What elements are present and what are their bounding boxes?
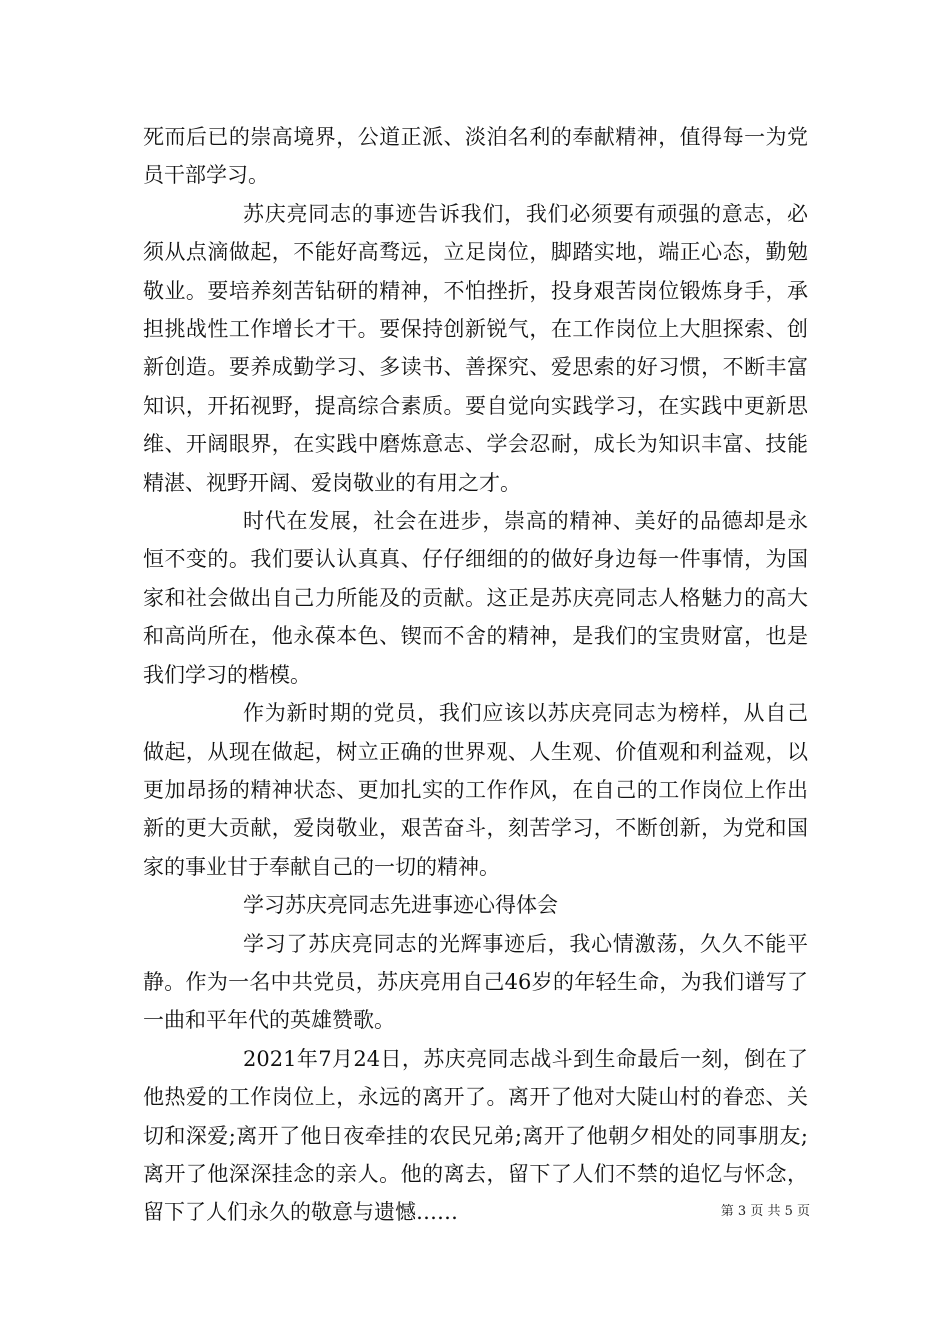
- paragraph-party-member: 作为新时期的党员，我们应该以苏庆亮同志为榜样，从自己做起，从现在做起，树立正确的世界观、人生观、价值观和利益观，以更加昂扬的精神状态、更加扎实的工作作风，在自己的工作岗位上作出新的更大贡献，爱岗敬业，艰苦奋斗，刻苦学习，不断创新，为党和国家的事业甘于奉献自己的一切的精神。: [143, 701, 808, 879]
- paragraph-continuation: 死而后已的崇高境界，公道正派、淡泊名利的奉献精神，值得每一为党员干部学习。: [143, 125, 808, 188]
- paragraph-lessons: 苏庆亮同志的事迹告诉我们，我们必须要有顽强的意志，必须从点滴做起，不能好高骛远，立足岗位，脚踏实地，端正心态，勤勉敬业。要培养刻苦钻研的精神，不怕挫折，投身艰苦岗位锻炼身手，承担挑战性工作增长才干。要保持创新锐气，在工作岗位上大胆探索、创新创造。要养成勤学习、多读书、善探究、爱思索的好习惯，不断丰富知识，开拓视野，提高综合素质。要自觉向实践学习，在实践中更新思维、开阔眼界，在实践中磨炼意志、学会忍耐，成长为知识丰富、技能精湛、视野开阔、爱岗敬业的有用之才。: [143, 201, 808, 495]
- paragraph-date: 2021年7月24日，苏庆亮同志战斗到生命最后一刻，倒在了他热爱的工作岗位上，永远的离开了。离开了他对大陡山村的眷恋、关切和深爱;离开了他日夜牵挂的农民兄弟;离开了他朝夕相处的同事朋友;离开了他深深挂念的亲人。他的离去，留下了人们不禁的追忆与怀念，留下了人们永久的敬意与遗憾……: [143, 1046, 808, 1225]
- paragraph-spirit: 时代在发展，社会在进步，崇高的精神、美好的品德却是永恒不变的。我们要认认真真、仔仔细细的的做好身边每一件事情，为国家和社会做出自己力所能及的贡献。这正是苏庆亮同志人格魅力的高大和高尚所在，他永葆本色、锲而不舍的精神，是我们的宝贵财富，也是我们学习的楷模。: [143, 509, 808, 687]
- page-number: 第 3 页 共 5 页: [720, 1204, 810, 1219]
- section-heading: 学习苏庆亮同志先进事迹心得体会: [243, 893, 558, 918]
- document-body: [143, 118, 808, 1232]
- paragraph-reflection: 学习了苏庆亮同志的光辉事迹后，我心情激荡，久久不能平静。作为一名中共党员，苏庆亮用自己46岁的年轻生命，为我们谱写了一曲和平年代的英雄赞歌。: [143, 931, 808, 1033]
